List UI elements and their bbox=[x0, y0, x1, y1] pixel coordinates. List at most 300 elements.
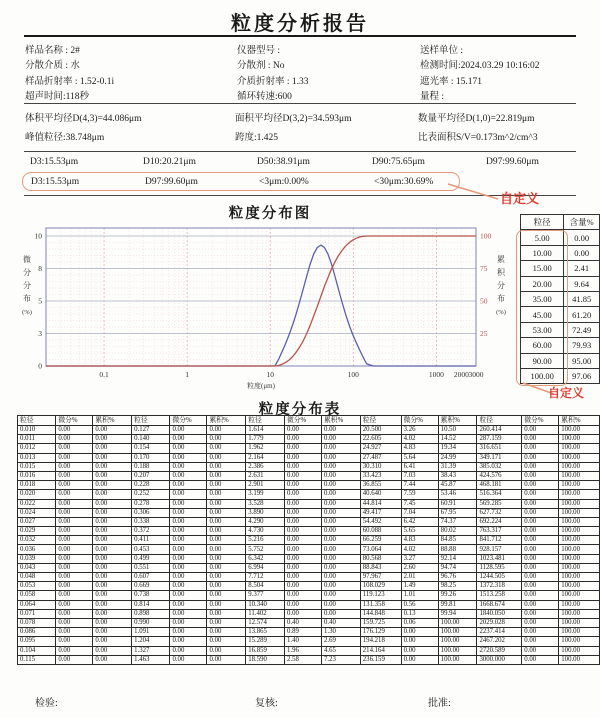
size-cell: 2.386 bbox=[246, 462, 285, 471]
dist-table-row bbox=[18, 444, 600, 453]
diff-percent-cell: 0.00 bbox=[56, 444, 93, 453]
cum-percent-cell: 0.00 bbox=[321, 471, 360, 480]
diff-percent-cell: 6.41 bbox=[401, 462, 438, 471]
cum-percent-cell: 100.00 bbox=[559, 582, 600, 591]
size-cell: 0.453 bbox=[132, 545, 170, 554]
dist-table-row bbox=[18, 462, 600, 471]
size-cell: 3.890 bbox=[246, 508, 285, 517]
y-right-axis-label: (%) bbox=[496, 309, 506, 316]
diff-percent-cell: 0.00 bbox=[170, 554, 207, 563]
cum-percent-cell: 100.00 bbox=[559, 471, 600, 480]
size-cell: 44.814 bbox=[360, 499, 401, 508]
size-cell: 131.358 bbox=[360, 600, 401, 609]
diff-percent-cell: 0.00 bbox=[522, 646, 559, 655]
size-cell: 0.115 bbox=[18, 655, 56, 664]
cum-percent-cell: 0.00 bbox=[207, 563, 246, 572]
diff-percent-cell: 0.00 bbox=[56, 462, 93, 471]
size-cell: 40.640 bbox=[360, 490, 401, 499]
cum-percent-cell: 0.00 bbox=[93, 628, 132, 637]
size-cell: 5.752 bbox=[246, 545, 285, 554]
size-cell: 53.00 bbox=[521, 322, 564, 337]
size-cell: 2.164 bbox=[246, 453, 285, 462]
differential-curve bbox=[46, 245, 476, 366]
cum-percent-cell: 0.00 bbox=[93, 618, 132, 627]
diff-percent-cell: 0.00 bbox=[56, 637, 93, 646]
size-cell: 0.104 bbox=[18, 646, 56, 655]
diff-percent-cell: 0.40 bbox=[284, 618, 321, 627]
size-cell: 2.901 bbox=[246, 481, 285, 490]
diff-percent-cell: 0.00 bbox=[522, 471, 559, 480]
page-title: 粒度分析报告 bbox=[231, 13, 369, 35]
size-cell: 0.086 bbox=[18, 628, 56, 637]
size-cell: 0.127 bbox=[132, 426, 170, 435]
custom-leader-line bbox=[444, 178, 502, 202]
diff-percent-cell: 0.00 bbox=[56, 499, 93, 508]
diff-percent-cell: 0.00 bbox=[284, 563, 321, 572]
cum-percent-cell: 0.00 bbox=[321, 517, 360, 526]
diff-percent-cell: 0.00 bbox=[284, 573, 321, 582]
diff-percent-cell: 7.45 bbox=[401, 499, 438, 508]
diff-percent-cell: 0.00 bbox=[284, 426, 321, 435]
y-left-axis-label: (%) bbox=[22, 309, 32, 316]
size-cell: 13.865 bbox=[246, 628, 285, 637]
cum-percent-cell: 0.00 bbox=[321, 508, 360, 517]
cum-percent-cell: 0.00 bbox=[207, 462, 246, 471]
diff-percent-cell: 7.59 bbox=[401, 490, 438, 499]
cum-percent-cell: 45.87 bbox=[438, 481, 477, 490]
dist-table-row bbox=[18, 655, 600, 664]
review-label: 复核: bbox=[255, 698, 278, 709]
cum-percent-cell: 0.00 bbox=[207, 481, 246, 490]
diff-percent-cell: 0.00 bbox=[284, 591, 321, 600]
size-cell: 0.036 bbox=[18, 545, 56, 554]
size-cell: 928.157 bbox=[477, 545, 522, 554]
diff-percent-cell: 1.96 bbox=[284, 646, 321, 655]
cum-percent-cell: 100.00 bbox=[438, 618, 477, 627]
cum-percent-cell: 0.40 bbox=[321, 618, 360, 627]
cum-percent-cell: 98.25 bbox=[438, 582, 477, 591]
dist-table-title: 粒度分布表 bbox=[258, 402, 342, 418]
content-percent-cell: 97.06 bbox=[564, 368, 600, 383]
cum-percent-cell: 0.00 bbox=[321, 563, 360, 572]
particle-size-distribution-chart bbox=[12, 220, 517, 398]
d-value-2: D50:38.91μm bbox=[257, 157, 310, 167]
cum-percent-cell: 100.00 bbox=[559, 591, 600, 600]
cum-percent-cell: 100.00 bbox=[559, 628, 600, 637]
cum-percent-cell: 0.00 bbox=[93, 573, 132, 582]
size-cell: 1.614 bbox=[246, 426, 285, 435]
diff-percent-cell: 0.00 bbox=[56, 517, 93, 526]
cum-percent-cell: 0.00 bbox=[207, 435, 246, 444]
x-tick: 2000 bbox=[453, 370, 469, 379]
diff-percent-cell: 0.00 bbox=[284, 517, 321, 526]
info-field-6: 样品折射率 : 1.52-0.1i bbox=[25, 76, 115, 87]
cum-percent-cell: 100.00 bbox=[559, 573, 600, 582]
dist-table-row bbox=[18, 646, 600, 655]
info-divider bbox=[24, 103, 576, 104]
diff-percent-cell: 3.26 bbox=[401, 426, 438, 435]
size-cell: 0.032 bbox=[18, 536, 56, 545]
cum-percent-cell: 100.00 bbox=[559, 453, 600, 462]
diff-percent-cell: 0.00 bbox=[522, 600, 559, 609]
cum-percent-cell: 67.95 bbox=[438, 508, 477, 517]
diff-percent-cell: 2.58 bbox=[284, 655, 321, 664]
size-cell: 692.224 bbox=[477, 517, 522, 526]
cum-percent-cell: 0.00 bbox=[207, 471, 246, 480]
diff-percent-cell: 0.00 bbox=[170, 481, 207, 490]
diff-percent-cell: 1.01 bbox=[401, 591, 438, 600]
d-value-0: D3:15.53μm bbox=[30, 157, 79, 167]
diff-percent-cell: 4.02 bbox=[401, 545, 438, 554]
diff-percent-cell: 0.00 bbox=[56, 609, 93, 618]
y-left-tick: 0 bbox=[38, 361, 42, 371]
size-cell: 18.590 bbox=[246, 655, 285, 664]
cum-percent-cell: 0.00 bbox=[321, 582, 360, 591]
content-percent-cell: 79.93 bbox=[564, 338, 600, 353]
size-cell: 73.064 bbox=[360, 545, 401, 554]
size-cell: 12.574 bbox=[246, 618, 285, 627]
size-cell: 3.199 bbox=[246, 490, 285, 499]
size-cell: 16.859 bbox=[246, 646, 285, 655]
cum-percent-cell: 0.00 bbox=[321, 490, 360, 499]
cum-percent-cell: 53.46 bbox=[438, 490, 477, 499]
size-cell: 0.011 bbox=[18, 435, 56, 444]
dist-table-row bbox=[18, 609, 600, 618]
size-cell: 0.372 bbox=[132, 527, 170, 536]
diff-percent-cell: 0.00 bbox=[56, 554, 93, 563]
size-cell: 0.252 bbox=[132, 490, 170, 499]
size-cell: 0.058 bbox=[18, 591, 56, 600]
cum-percent-cell: 0.00 bbox=[93, 444, 132, 453]
diff-percent-cell: 0.00 bbox=[170, 471, 207, 480]
diff-percent-cell: 0.00 bbox=[284, 471, 321, 480]
cum-percent-cell: 0.00 bbox=[93, 490, 132, 499]
custom-value-2: <3μm:0.00% bbox=[259, 176, 309, 187]
diff-percent-cell: 0.00 bbox=[170, 582, 207, 591]
size-cell: 214.164 bbox=[360, 646, 401, 655]
cum-percent-cell: 0.00 bbox=[321, 545, 360, 554]
cum-percent-cell: 100.00 bbox=[559, 426, 600, 435]
diff-percent-cell: 0.00 bbox=[522, 536, 559, 545]
info-field-11: 量程 : bbox=[420, 92, 445, 103]
y-left-tick: 8 bbox=[38, 264, 42, 273]
size-cell: 0.024 bbox=[18, 508, 56, 517]
diff-percent-cell: 0.00 bbox=[522, 481, 559, 490]
diff-percent-cell: 0.00 bbox=[56, 536, 93, 545]
cum-percent-cell: 0.00 bbox=[93, 554, 132, 563]
diff-percent-cell: 0.00 bbox=[522, 591, 559, 600]
custom-annotation-1: 自定义 bbox=[500, 191, 540, 206]
size-cell: 6.342 bbox=[246, 554, 285, 563]
size-cell: 516.364 bbox=[477, 490, 522, 499]
cum-percent-cell: 80.02 bbox=[438, 527, 477, 536]
diff-percent-cell: 5.65 bbox=[401, 527, 438, 536]
size-cell: 0.207 bbox=[132, 471, 170, 480]
side-table-highlight-box bbox=[516, 230, 568, 386]
x-tick: 10 bbox=[266, 370, 274, 379]
diff-percent-cell: 0.00 bbox=[522, 609, 559, 618]
cum-percent-cell: 100.00 bbox=[559, 490, 600, 499]
size-cell: 119.123 bbox=[360, 591, 401, 600]
dist-table-header-diff: 微分% bbox=[170, 416, 207, 426]
title-divider bbox=[24, 35, 576, 37]
diff-percent-cell: 0.00 bbox=[170, 646, 207, 655]
diff-percent-cell: 0.00 bbox=[170, 426, 207, 435]
cum-percent-cell: 0.00 bbox=[93, 646, 132, 655]
diff-percent-cell: 0.00 bbox=[284, 444, 321, 453]
size-cell: 1.779 bbox=[246, 435, 285, 444]
summary-field-4: 跨度:1.425 bbox=[235, 133, 279, 143]
custom-value-0: D3:15.53μm bbox=[31, 176, 80, 187]
content-percent-cell: 72.49 bbox=[564, 322, 600, 337]
diff-percent-cell: 0.00 bbox=[170, 655, 207, 664]
cum-percent-cell: 0.00 bbox=[93, 545, 132, 554]
size-cell: 20.500 bbox=[360, 426, 401, 435]
size-cell: 0.228 bbox=[132, 481, 170, 490]
summary-field-2: 数量平均径D(1,0)=22.819μm bbox=[418, 114, 535, 124]
dist-table-row bbox=[18, 426, 600, 435]
diff-percent-cell: 0.00 bbox=[170, 563, 207, 572]
size-cell: 10.340 bbox=[246, 600, 285, 609]
size-cell: 10.00 bbox=[521, 245, 564, 260]
cum-percent-cell: 100.00 bbox=[559, 646, 600, 655]
size-cell: 80.568 bbox=[360, 554, 401, 563]
diff-percent-cell: 0.00 bbox=[170, 637, 207, 646]
size-cell: 1513.258 bbox=[477, 591, 522, 600]
dist-table-row bbox=[18, 554, 600, 563]
size-cell: 841.712 bbox=[477, 536, 522, 545]
check-label: 检验: bbox=[35, 698, 58, 709]
diff-percent-cell: 0.00 bbox=[284, 582, 321, 591]
y-left-axis-label: 分 bbox=[23, 268, 31, 277]
cum-percent-cell: 88.88 bbox=[438, 545, 477, 554]
cum-percent-cell: 0.00 bbox=[93, 481, 132, 490]
size-cell: 2237.414 bbox=[477, 628, 522, 637]
size-cell: 194.218 bbox=[360, 637, 401, 646]
cum-percent-cell: 1.30 bbox=[321, 628, 360, 637]
size-cell: 1668.674 bbox=[477, 600, 522, 609]
size-cell: 11.402 bbox=[246, 609, 285, 618]
diff-percent-cell: 0.00 bbox=[170, 628, 207, 637]
size-cell: 0.064 bbox=[18, 600, 56, 609]
diff-percent-cell: 0.00 bbox=[522, 628, 559, 637]
size-cell: 260.414 bbox=[477, 426, 522, 435]
diff-percent-cell: 0.00 bbox=[284, 481, 321, 490]
size-cell: 60.088 bbox=[360, 527, 401, 536]
custom-value-1: D97:99.60μm bbox=[145, 176, 198, 187]
diff-percent-cell: 0.00 bbox=[56, 508, 93, 517]
diff-percent-cell: 0.00 bbox=[56, 563, 93, 572]
info-field-0: 样品名称 : 2# bbox=[25, 46, 80, 56]
diff-percent-cell: 4.02 bbox=[401, 435, 438, 444]
size-cell: 0.012 bbox=[18, 444, 56, 453]
dist-table-row bbox=[18, 435, 600, 444]
cum-percent-cell: 0.00 bbox=[207, 517, 246, 526]
diff-percent-cell: 0.00 bbox=[522, 444, 559, 453]
size-cell: 0.071 bbox=[18, 609, 56, 618]
cum-percent-cell: 0.00 bbox=[321, 499, 360, 508]
size-cell: 24.927 bbox=[360, 444, 401, 453]
cum-percent-cell: 0.00 bbox=[321, 573, 360, 582]
size-cell: 3.528 bbox=[246, 499, 285, 508]
size-cell: 1840.050 bbox=[477, 609, 522, 618]
diff-percent-cell: 0.00 bbox=[170, 499, 207, 508]
x-tick: 100 bbox=[347, 370, 359, 379]
x-tick: 3000 bbox=[468, 370, 484, 379]
size-cell: 0.898 bbox=[132, 609, 170, 618]
cum-percent-cell: 0.00 bbox=[93, 637, 132, 646]
cum-percent-cell: 0.00 bbox=[93, 655, 132, 664]
cum-percent-cell: 0.00 bbox=[321, 554, 360, 563]
size-cell: 1244.505 bbox=[477, 573, 522, 582]
cum-percent-cell: 0.00 bbox=[207, 527, 246, 536]
diff-percent-cell: 0.89 bbox=[284, 628, 321, 637]
size-cell: 0.016 bbox=[18, 471, 56, 480]
diff-percent-cell: 0.00 bbox=[284, 609, 321, 618]
diff-percent-cell: 7.04 bbox=[401, 508, 438, 517]
dist-table-row bbox=[18, 536, 600, 545]
cum-percent-cell: 100.00 bbox=[559, 481, 600, 490]
diff-percent-cell: 0.00 bbox=[522, 618, 559, 627]
diff-percent-cell: 0.00 bbox=[284, 536, 321, 545]
diff-percent-cell: 0.00 bbox=[522, 563, 559, 572]
diff-percent-cell: 0.00 bbox=[56, 655, 93, 664]
size-cell: 1.204 bbox=[132, 637, 170, 646]
size-cell: 90.00 bbox=[521, 353, 564, 368]
diff-percent-cell: 0.00 bbox=[56, 628, 93, 637]
diff-percent-cell: 0.00 bbox=[56, 573, 93, 582]
dist-table-row bbox=[18, 582, 600, 591]
size-cell: 2.631 bbox=[246, 471, 285, 480]
cum-percent-cell: 0.00 bbox=[93, 426, 132, 435]
diff-percent-cell: 0.00 bbox=[522, 582, 559, 591]
size-cell: 144.848 bbox=[360, 609, 401, 618]
size-cell: 20.00 bbox=[521, 276, 564, 291]
size-cell: 0.738 bbox=[132, 591, 170, 600]
info-field-5: 检测时间:2024.03.29 10:16:02 bbox=[420, 61, 540, 72]
cum-percent-cell: 100.00 bbox=[559, 435, 600, 444]
size-cell: 0.607 bbox=[132, 573, 170, 582]
custom-annotation-2: 自定义 bbox=[548, 386, 585, 400]
side-table-header-0: 粒径 bbox=[521, 215, 564, 230]
cum-percent-cell: 0.00 bbox=[93, 536, 132, 545]
cum-percent-cell: 0.00 bbox=[207, 646, 246, 655]
cum-percent-cell: 100.00 bbox=[559, 655, 600, 664]
cum-percent-cell: 31.39 bbox=[438, 462, 477, 471]
diff-percent-cell: 0.00 bbox=[56, 600, 93, 609]
y-right-axis-label: 分 bbox=[497, 281, 505, 290]
size-cell: 8.504 bbox=[246, 582, 285, 591]
diff-percent-cell: 0.00 bbox=[522, 573, 559, 582]
diff-percent-cell: 6.42 bbox=[401, 517, 438, 526]
size-cell: 30.310 bbox=[360, 462, 401, 471]
x-axis-label: 粒度(μm) bbox=[247, 382, 275, 390]
custom-value-3: <30μm:30.69% bbox=[374, 176, 434, 187]
diff-percent-cell: 0.00 bbox=[401, 628, 438, 637]
y-right-axis-label: 积 bbox=[497, 268, 505, 277]
size-cell: 0.013 bbox=[18, 453, 56, 462]
dist-table-header-diff: 微分% bbox=[401, 416, 438, 426]
size-cell: 0.078 bbox=[18, 618, 56, 627]
dist-table-header-size: 粒径 bbox=[18, 416, 56, 426]
summary-field-5: 比表面积S/V=0.173m^2/cm^3 bbox=[418, 133, 538, 143]
x-tick: 0.1 bbox=[99, 370, 109, 379]
size-cell: 88.843 bbox=[360, 563, 401, 572]
cum-percent-cell: 38.43 bbox=[438, 471, 477, 480]
cum-percent-cell: 96.76 bbox=[438, 573, 477, 582]
cum-percent-cell: 4.65 bbox=[321, 646, 360, 655]
dist-table-header-cum: 累积% bbox=[207, 416, 246, 426]
diff-percent-cell: 4.83 bbox=[401, 536, 438, 545]
size-cell: 0.140 bbox=[132, 435, 170, 444]
dist-table-header-cum: 累积% bbox=[438, 416, 477, 426]
dist-table-row bbox=[18, 508, 600, 517]
size-cell: 176.129 bbox=[360, 628, 401, 637]
cum-percent-cell: 0.00 bbox=[207, 591, 246, 600]
dist-table-row bbox=[18, 637, 600, 646]
x-tick: 1000 bbox=[428, 370, 444, 379]
diff-percent-cell: 2.01 bbox=[401, 573, 438, 582]
size-cell: 424.576 bbox=[477, 471, 522, 480]
size-cell: 2720.589 bbox=[477, 646, 522, 655]
size-cell: 0.022 bbox=[18, 499, 56, 508]
size-cell: 0.306 bbox=[132, 508, 170, 517]
diff-percent-cell: 0.00 bbox=[56, 453, 93, 462]
size-cell: 2467.202 bbox=[477, 637, 522, 646]
diff-percent-cell: 0.00 bbox=[170, 517, 207, 526]
cum-percent-cell: 0.00 bbox=[93, 462, 132, 471]
content-percent-cell: 0.00 bbox=[564, 230, 600, 245]
diff-percent-cell: 0.00 bbox=[522, 490, 559, 499]
dist-table-row bbox=[18, 490, 600, 499]
cum-percent-cell: 100.00 bbox=[438, 637, 477, 646]
content-percent-cell: 9.64 bbox=[564, 276, 600, 291]
y-right-axis-label: 累 bbox=[497, 255, 505, 264]
size-cell: 0.551 bbox=[132, 563, 170, 572]
diff-percent-cell: 0.00 bbox=[522, 435, 559, 444]
cum-percent-cell: 0.00 bbox=[207, 618, 246, 627]
cum-percent-cell: 0.00 bbox=[93, 508, 132, 517]
diff-percent-cell: 0.00 bbox=[56, 527, 93, 536]
diff-percent-cell: 0.00 bbox=[170, 536, 207, 545]
cum-percent-cell: 0.00 bbox=[207, 508, 246, 517]
cum-percent-cell: 0.00 bbox=[207, 609, 246, 618]
content-percent-cell: 95.00 bbox=[564, 353, 600, 368]
cum-percent-cell: 0.00 bbox=[93, 527, 132, 536]
size-cell: 0.043 bbox=[18, 563, 56, 572]
d-percentile-row bbox=[30, 157, 585, 167]
d-value-4: D97:99.60μm bbox=[486, 157, 539, 167]
dist-table-header-diff: 微分% bbox=[284, 416, 321, 426]
size-cell: 0.018 bbox=[18, 481, 56, 490]
cum-percent-cell: 100.00 bbox=[559, 517, 600, 526]
y-left-axis-label: 微 bbox=[23, 255, 31, 264]
size-cell: 36.855 bbox=[360, 481, 401, 490]
cum-percent-cell: 19.34 bbox=[438, 444, 477, 453]
cum-percent-cell: 100.00 bbox=[559, 600, 600, 609]
diff-percent-cell: 0.00 bbox=[284, 462, 321, 471]
cum-percent-cell: 0.00 bbox=[321, 536, 360, 545]
diff-percent-cell: 0.00 bbox=[170, 508, 207, 517]
y-right-tick: 100 bbox=[480, 231, 492, 241]
info-field-4: 分散剂 : No bbox=[237, 61, 285, 72]
size-cell: 0.154 bbox=[132, 444, 170, 453]
size-cell: 27.487 bbox=[360, 453, 401, 462]
diff-percent-cell: 0.00 bbox=[522, 499, 559, 508]
size-cell: 385.032 bbox=[477, 462, 522, 471]
size-cell: 66.259 bbox=[360, 536, 401, 545]
diff-percent-cell: 4.83 bbox=[401, 444, 438, 453]
